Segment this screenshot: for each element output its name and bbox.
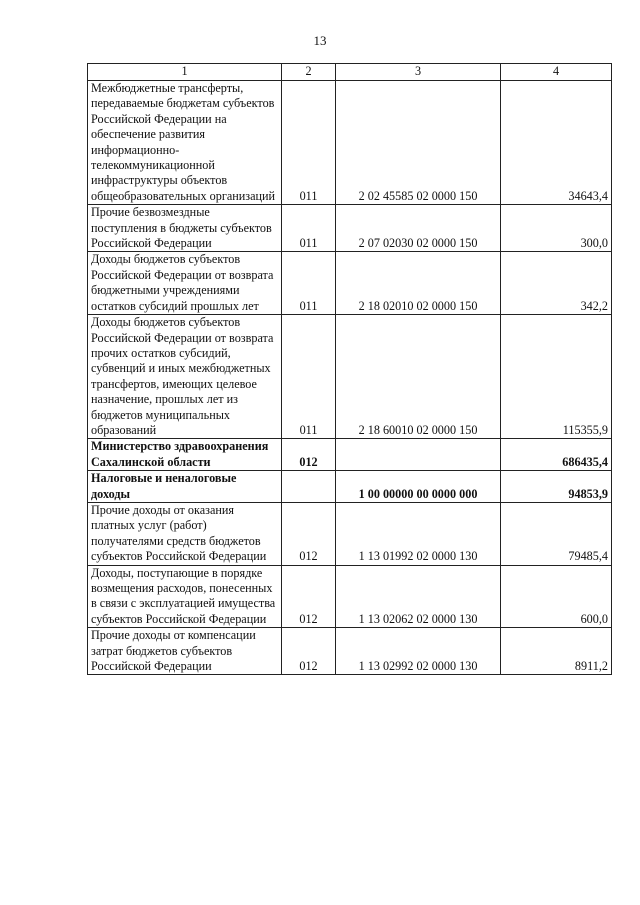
table-row	[88, 205, 612, 252]
table-row	[88, 628, 612, 675]
table-row	[88, 502, 612, 565]
row-name-cell: Налоговые и неналоговые доходы	[88, 471, 282, 503]
revenue-table	[87, 63, 612, 675]
row-code-cell: 011	[282, 81, 336, 205]
table-row	[88, 439, 612, 471]
row-kbk-cell: 1 13 02062 02 0000 130	[336, 565, 501, 628]
row-name-cell: Доходы, поступающие в порядке возмещения расходов, понесенных в связи с эксплуатацией имущества субъектов Российской Федерации	[88, 565, 282, 628]
row-code-cell: 012	[282, 439, 336, 471]
row-code-cell: 012	[282, 502, 336, 565]
row-code-cell: 011	[282, 205, 336, 252]
table-body	[88, 81, 612, 675]
column-header-3: 3	[336, 64, 501, 81]
row-code-cell: 012	[282, 628, 336, 675]
row-kbk-cell: 2 18 60010 02 0000 150	[336, 315, 501, 439]
row-code-cell: 011	[282, 315, 336, 439]
row-code-cell: 011	[282, 252, 336, 315]
row-name-cell: Министерство здравоохранения Сахалинской области	[88, 439, 282, 471]
row-amount-cell: 300,0	[501, 205, 612, 252]
row-amount-cell: 600,0	[501, 565, 612, 628]
table-row	[88, 81, 612, 205]
page-number: 13	[313, 33, 327, 48]
column-header-4: 4	[501, 64, 612, 81]
row-name-cell: Доходы бюджетов субъектов Российской Федерации от возврата бюджетными учреждениями остатков субсидий прошлых лет	[88, 252, 282, 315]
row-name-cell: Доходы бюджетов субъектов Российской Федерации от возврата прочих остатков субсидий, субвенций и иных межбюджетных трансфертов, имеющих целевое назначение, прошлых лет из бюджетов муниципальных образований	[88, 315, 282, 439]
header-row	[88, 64, 612, 81]
row-name-cell: Прочие доходы от компенсации затрат бюджетов субъектов Российской Федерации	[88, 628, 282, 675]
column-header-1: 1	[88, 64, 282, 81]
row-kbk-cell: 2 02 45585 02 0000 150	[336, 81, 501, 205]
row-amount-cell: 115355,9	[501, 315, 612, 439]
row-kbk-cell	[336, 439, 501, 471]
row-amount-cell: 94853,9	[501, 471, 612, 503]
table-row	[88, 315, 612, 439]
row-code-cell	[282, 471, 336, 503]
row-amount-cell: 34643,4	[501, 81, 612, 205]
row-name-cell: Прочие безвозмездные поступления в бюджеты субъектов Российской Федерации	[88, 205, 282, 252]
row-amount-cell: 8911,2	[501, 628, 612, 675]
row-kbk-cell: 2 07 02030 02 0000 150	[336, 205, 501, 252]
table-row	[88, 565, 612, 628]
column-header-2: 2	[282, 64, 336, 81]
table-row	[88, 252, 612, 315]
row-name-cell: Межбюджетные трансферты, передаваемые бюджетам субъектов Российской Федерации на обеспечение развития информационно-телекоммуникационной инфраструктуры объектов общеобразовательных организаций	[88, 81, 282, 205]
row-kbk-cell: 1 13 01992 02 0000 130	[336, 502, 501, 565]
table-row	[88, 471, 612, 503]
row-kbk-cell: 1 00 00000 00 0000 000	[336, 471, 501, 503]
row-amount-cell: 686435,4	[501, 439, 612, 471]
row-kbk-cell: 1 13 02992 02 0000 130	[336, 628, 501, 675]
row-kbk-cell: 2 18 02010 02 0000 150	[336, 252, 501, 315]
row-amount-cell: 79485,4	[501, 502, 612, 565]
row-code-cell: 012	[282, 565, 336, 628]
row-name-cell: Прочие доходы от оказания платных услуг (работ) получателями средств бюджетов субъектов Российской Федерации	[88, 502, 282, 565]
row-amount-cell: 342,2	[501, 252, 612, 315]
